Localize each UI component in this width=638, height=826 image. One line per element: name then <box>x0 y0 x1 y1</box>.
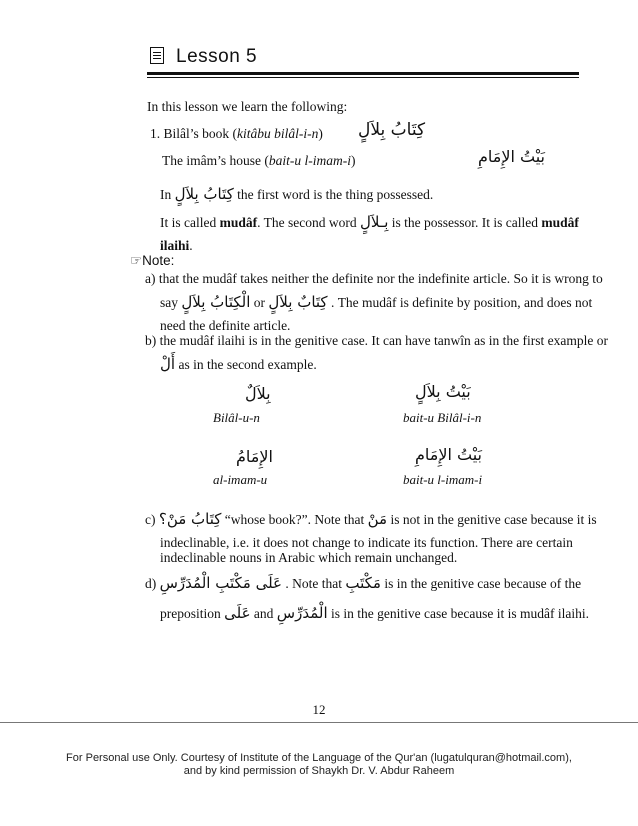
note-c-line1: c) كِتَابُ مَنْ؟ “whose book?”. Note that مَنْ is not in the genitive case because it is <box>145 510 597 528</box>
lesson-header <box>150 46 257 68</box>
note-c-line2: indeclinable, i.e. it does not change to indicate its function. There are certain <box>160 535 573 550</box>
footer-rule <box>0 722 638 723</box>
note-a-arabic2: كِتَابٌ بِلاَلٍ <box>268 293 328 311</box>
in-line-arabic: كِتَابُ بِلاَلٍ <box>174 185 234 203</box>
imam-text: The imâm’s house (bait-u l-imam-i) <box>162 153 356 168</box>
note-d-arabic4: الْمُدَرِّسِ <box>276 604 328 622</box>
note-d-arabic2: مَكْتَبِ <box>345 574 381 592</box>
note-b-arabic: أَلْ <box>160 355 176 373</box>
footer-line1: For Personal use Only. Courtesy of Institute of the Language of the Qur'an (lugatulquran@hotmail.com), <box>66 752 572 764</box>
document-icon <box>150 47 164 64</box>
example3-arabic: الإِمَامُ <box>236 447 273 466</box>
note-b-line1: b) the mudâf ilaihi is in the genitive case. It can have tanwîn as in the first example or <box>145 333 608 348</box>
intro-text: In this lesson we learn the following: <box>147 99 348 114</box>
imam-arabic: بَيْتُ الإِمَامِ <box>478 147 545 166</box>
example2-arabic: بَيْتُ بِلاَلٍ <box>415 382 471 401</box>
in-line: In كِتَابُ بِلاَلٍ the first word is the thing possessed. <box>160 185 434 203</box>
note-a-line1: a) that the mudâf takes neither the definite nor the indefinite article. So it is wrong to <box>145 271 603 286</box>
note-b-line2: أَلْ as in the second example. <box>160 355 317 373</box>
called-line: It is called mudâf. The second word بِـلاَلٍ is the possessor. It is called mudâf <box>160 213 579 231</box>
note-a-line3: need the definite article. <box>160 318 291 333</box>
example4-arabic: بَيْتُ الإِمَامِ <box>415 445 482 464</box>
note-c-arabic2: مَنْ <box>367 510 388 528</box>
note-d-line1: d) عَلَى مَكْتَبِ الْمُدَرِّسِ . Note that مَكْتَبِ is in the genitive case because of the <box>145 574 582 592</box>
footer-line2: and by kind permission of Shaykh Dr. V. Abdur Raheem <box>183 765 455 777</box>
item1-text: 1. Bilâl’s book (kitâbu bilâl-i-n) <box>150 126 323 141</box>
page-number: 12 <box>312 702 326 717</box>
example3-label: al-imam-u <box>213 472 268 487</box>
note-d-arabic: عَلَى مَكْتَبِ الْمُدَرِّسِ <box>159 574 282 592</box>
note-label: ☞Note: <box>130 253 175 268</box>
called-arabic: بِـلاَلٍ <box>359 213 389 231</box>
example1-label: Bilâl-u-n <box>213 410 260 425</box>
note-a-arabic1: الْكِتَابُ بِلاَلٍ <box>181 293 251 311</box>
pointing-hand-icon: ☞ <box>130 253 143 268</box>
footer-credit <box>0 752 638 778</box>
note-c-arabic: كِتَابُ مَنْ؟ <box>158 510 222 528</box>
item1-arabic: كِتَابُ بِلاَلٍ <box>358 120 426 140</box>
example1-arabic: بِلاَلٌ <box>245 384 271 403</box>
note-d-arabic3: عَلَى <box>224 604 251 622</box>
note-c-line3: indeclinable nouns in Arabic which remain unchanged. <box>160 550 458 565</box>
note-d-line2: preposition عَلَى and الْمُدَرِّسِ is in the genitive case because it is mudâf ilaihi. <box>160 604 589 622</box>
lesson-title: Lesson 5 <box>176 46 258 67</box>
note-a-line2: say الْكِتَابُ بِلاَلٍ or كِتَابٌ بِلاَلٍ . The mudâf is definite by position, and does not <box>160 293 593 311</box>
example4-label: bait-u l-imam-i <box>403 472 483 487</box>
ilaihi-line: ilaihi. <box>160 238 193 253</box>
example2-label: bait-u Bilâl-i-n <box>403 410 482 425</box>
header-rule-thin <box>147 77 579 78</box>
header-rule-thick <box>147 72 579 75</box>
